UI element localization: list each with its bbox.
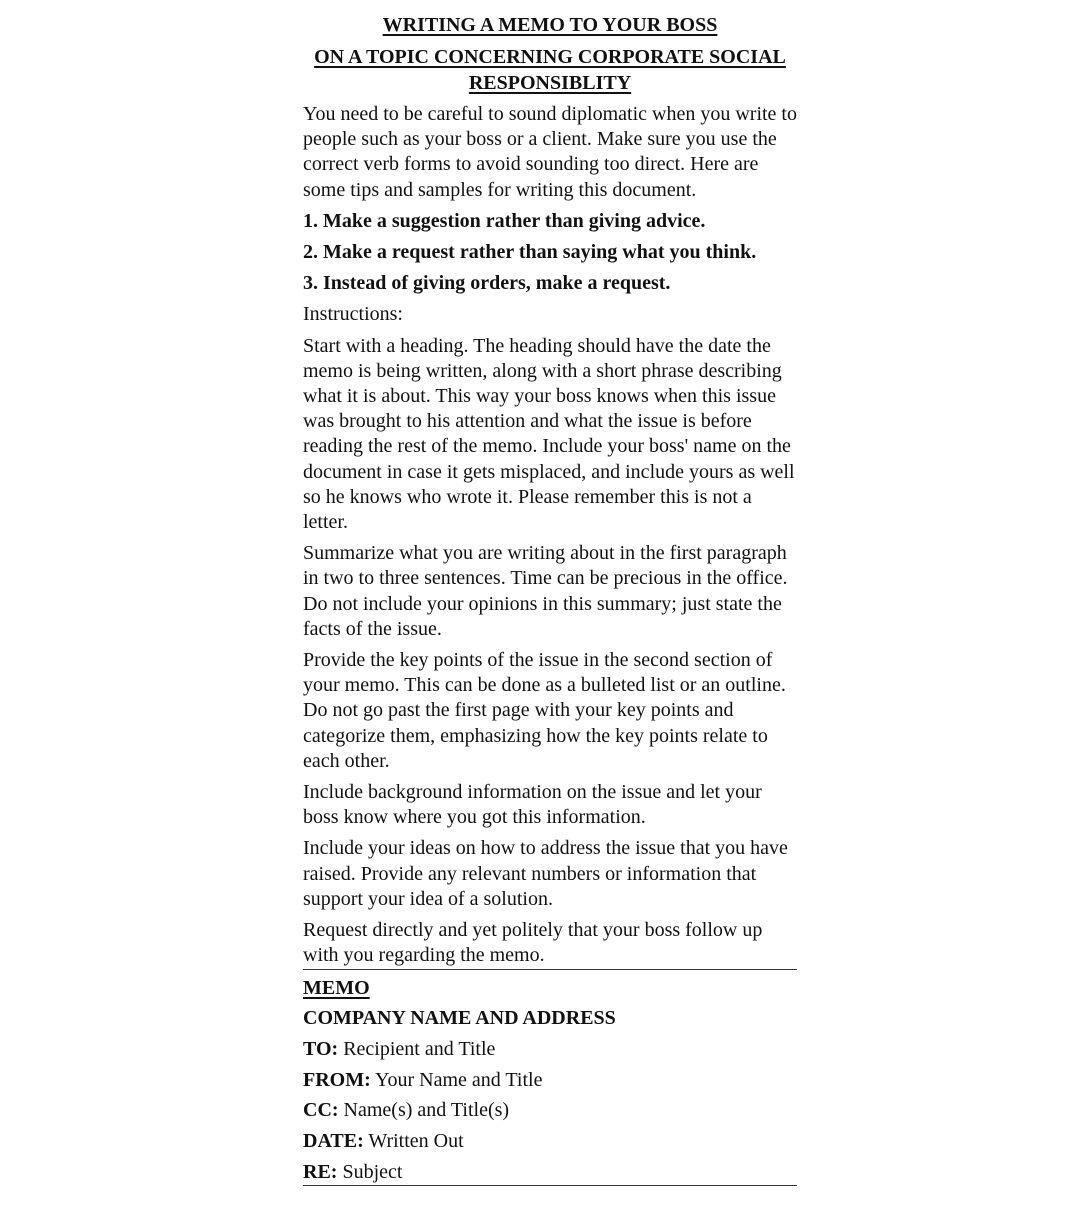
document-subtitle: ON A TOPIC CONCERNING CORPORATE SOCIAL RESPONSIBLITY bbox=[314, 46, 786, 94]
document bbox=[303, 12, 797, 1186]
tips-list bbox=[303, 209, 797, 297]
field-value: Recipient and Title bbox=[343, 1037, 496, 1060]
field-label: FROM: bbox=[303, 1068, 371, 1091]
instruction-paragraph: Include background information on the issue and let your boss know where you got this information. bbox=[303, 781, 762, 829]
field-label: RE: bbox=[303, 1160, 338, 1183]
divider-bottom bbox=[303, 1185, 797, 1186]
memo-field-to bbox=[303, 1037, 797, 1062]
memo-template bbox=[303, 970, 797, 1185]
field-value: Written Out bbox=[368, 1130, 464, 1153]
memo-field-re bbox=[303, 1160, 797, 1185]
memo-field-from bbox=[303, 1068, 797, 1093]
field-label: TO: bbox=[303, 1037, 339, 1060]
intro-paragraph: You need to be careful to sound diplomatic when you write to people such as your boss or a client. Make sure you use the correct verb forms to avoid sounding too direct. Here are some tips and samples for writing this document. bbox=[303, 103, 797, 201]
instruction-paragraph: Summarize what you are writing about in the first paragraph in two to three sentences. Time can be precious in the office. Do not include your opinions in this summary; just state the facts of the issue. bbox=[303, 542, 788, 640]
memo-field-date bbox=[303, 1129, 797, 1154]
field-label: CC: bbox=[303, 1099, 339, 1122]
instructions-label: Instructions: bbox=[303, 303, 403, 326]
instruction-paragraph: Provide the key points of the issue in the second section of your memo. This can be done as a bulleted list or an outline. Do not go past the first page with your key points and categorize them, emphasizing how the key points relate to each other. bbox=[303, 649, 786, 772]
memo-heading: MEMO bbox=[303, 976, 370, 999]
field-value: Subject bbox=[342, 1160, 403, 1183]
memo-field-cc bbox=[303, 1098, 797, 1123]
tip-item: 2. Make a request rather than saying what you think. bbox=[303, 241, 757, 264]
memo-company: COMPANY NAME AND ADDRESS bbox=[303, 1007, 616, 1030]
instructions-list bbox=[303, 334, 797, 969]
field-label: DATE: bbox=[303, 1130, 364, 1153]
field-value: Name(s) and Title(s) bbox=[343, 1099, 510, 1122]
document-title: WRITING A MEMO TO YOUR BOSS bbox=[382, 14, 718, 36]
instruction-paragraph: Start with a heading. The heading should have the date the memo is being written, along with a short phrase describing what it is about. This way your boss knows when this issue was brought to his attention and what the issue is before reading the rest of the memo. Include your boss' name on the document in case it gets misplaced, and include yours as well so he knows who wrote it. Please remember this is not a letter. bbox=[303, 334, 795, 534]
field-value: Your Name and Title bbox=[375, 1068, 543, 1091]
tip-item: 3. Instead of giving orders, make a request. bbox=[303, 272, 671, 295]
instruction-paragraph: Include your ideas on how to address the issue that you have raised. Provide any relevant numbers or information that support your idea of a solution. bbox=[303, 837, 788, 910]
instruction-paragraph: Request directly and yet politely that your boss follow up with you regarding the memo. bbox=[303, 919, 763, 967]
tip-item: 1. Make a suggestion rather than giving advice. bbox=[303, 209, 706, 232]
